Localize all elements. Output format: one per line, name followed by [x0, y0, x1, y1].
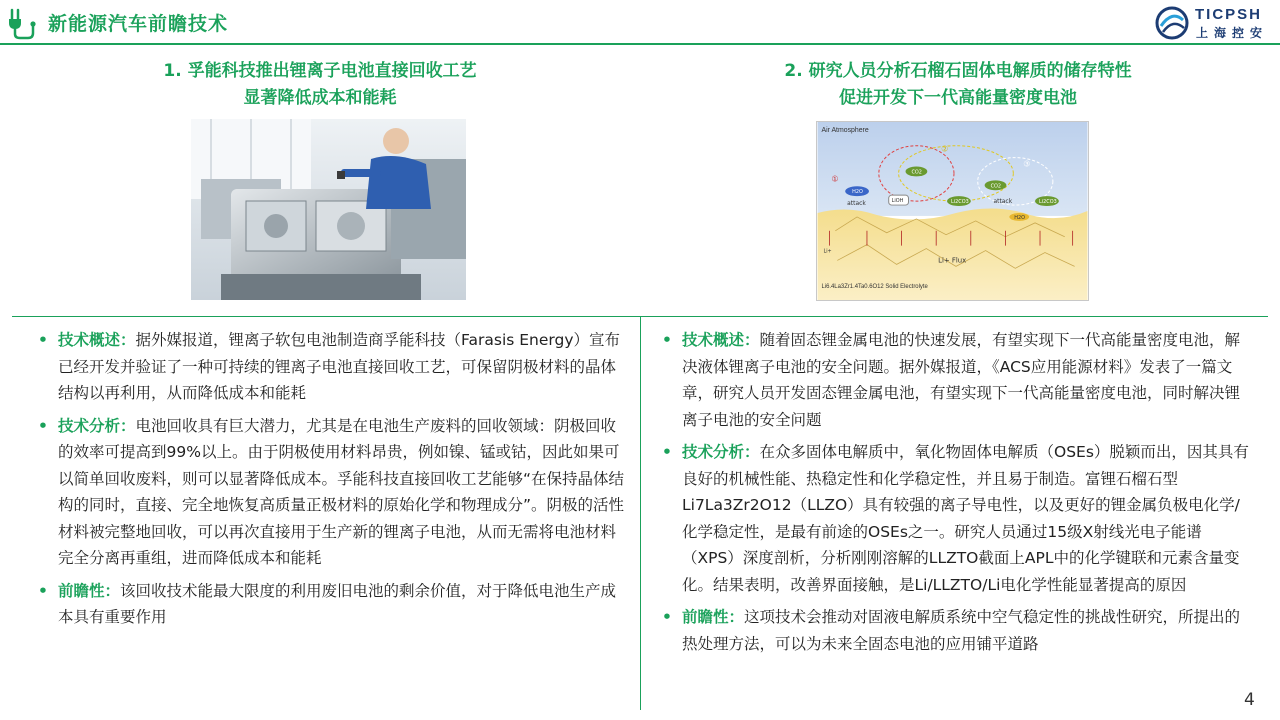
bullet-text: 随着固态锂金属电池的快速发展，有望实现下一代高能量密度电池，解决液体锂离子电池的安全问题。据外媒报道，《ACS应用能源材料》发表了一篇文章，研究人员开发固态锂金属电池，有望实现下一代高能量密度电池，同时解决锂离子电池的安全问题 [682, 331, 1241, 429]
battery-recycling-photo [191, 119, 466, 300]
bullet-dot: • [38, 331, 48, 349]
page-title: 新能源汽车前瞻技术 [48, 13, 229, 35]
right-title-line2: 促进开发下一代高能量密度电池 [839, 88, 1077, 108]
list-item [660, 604, 1252, 657]
bullet-text: 据外媒报道，锂离子软包电池制造商孚能科技（Farasis Energy）宣布已经开发并验证了一种可持续的锂离子电池直接回收工艺，可保留阴极材料的晶体结构以再利用，从而降低成本和能耗 [58, 331, 621, 402]
li2co3-label-left: Li2CO3 [951, 199, 969, 206]
air-label: Air Atmosphere [821, 126, 869, 134]
step-two-label: ② [941, 144, 949, 154]
logo-text-cn: 上海控安 [1196, 26, 1269, 40]
li2co3-label-right: Li2CO3 [1039, 199, 1057, 206]
bullet-text: 该回收技术能最大限度的利用废旧电池的剩余价值，对于降低电池生产成本具有重要作用 [58, 581, 617, 626]
li-ion-label: Li+ [823, 248, 832, 255]
list-item [36, 578, 628, 631]
bullet-dot: • [38, 416, 48, 435]
llzto-air-stability-diagram [816, 121, 1089, 301]
left-bullet-list [36, 327, 628, 637]
h2o-label: H2O [852, 189, 863, 196]
list-item [660, 327, 1252, 433]
attack-label-right: attack [993, 198, 1013, 206]
left-section-title [60, 58, 580, 112]
logo-emblem-icon [1155, 6, 1189, 40]
left-title-line1: 1. 孚能科技推出锂离子电池直接回收工艺 [163, 61, 477, 81]
logo-text-en: TICPSH [1195, 6, 1263, 23]
co2-label-left: CO2 [911, 169, 922, 176]
content-divider-vertical [640, 317, 641, 710]
step-three-label: ③ [1023, 159, 1031, 169]
bullet-dot: • [38, 581, 48, 600]
h2o-label-right: H2O [1014, 214, 1026, 221]
left-title-line2: 显著降低成本和能耗 [243, 88, 397, 108]
electrolyte-label: Li6.4La3Zr1.4Ta0.6O12 Solid Electrolyte [821, 284, 928, 291]
bullet-text: 电池回收具有巨大潜力，尤其是在电池生产废料的回收领域：阴极回收的效率可提高到99%以上。由于阴极使用材料昂贵，例如镍、锰或钴，因此如果可以简单回收废料，则可以显著降低成本。孚能科技直接回收工艺能够“在保持晶体结构的同时，直接、完全地恢复高质量正极材料的原始化学和物理成分”。阴极的活性材料被完整地回收，可以再次直接用于生产新的锂离子电池，从而无需将电池材料完全分离再重组，进而降低成本和能耗 [58, 416, 625, 567]
list-item [36, 413, 628, 572]
page-number: 4 [1244, 690, 1255, 710]
bullet-label: 技术分析： [58, 416, 136, 435]
header-divider [0, 43, 1280, 45]
attack-label-left: attack [847, 200, 866, 208]
step-one-label: ① [831, 174, 839, 184]
company-logo [1155, 4, 1275, 40]
plug-icon [6, 6, 40, 40]
right-title-line1: 2. 研究人员分析石榴石固体电解质的储存特性 [784, 61, 1132, 81]
bullet-dot: • [662, 443, 672, 461]
right-bullet-list [660, 327, 1252, 663]
li-flux-label: Li+ Flux [938, 256, 967, 265]
bullet-text: 这项技术会推动对固液电解质系统中空气稳定性的挑战性研究，所提出的热处理方法，可以为未来全固态电池的应用铺平道路 [682, 608, 1241, 653]
co2-label-right: CO2 [990, 183, 1002, 190]
bullet-dot: • [662, 331, 672, 349]
right-section-title [692, 58, 1224, 112]
bullet-text: 在众多固体电解质中，氧化物固体电解质（OSEs）脱颖而出，因其具有良好的机械性能、热稳定性和化学稳定性，并且易于制造。富锂石榴石型Li7La3Zr2O12（LLZO）具有较强的离子导电性，以及更好的锂金属负极电化学/化学稳定性，是最有前途的OSEs之一。研究人员通过15级X射线光电子能谱（XPS）深度剖析，分析刚刚溶解的LLZTO截面上APL中的化学键联和元素含量变化。结果表明，改善界面接触，是Li/LLZTO/Li电化学性能显著提高的原因 [682, 443, 1249, 594]
list-item [36, 327, 628, 407]
lioh-label: LiOH [891, 198, 904, 205]
bullet-label: 技术概述： [58, 331, 136, 349]
list-item [660, 439, 1252, 598]
header-bar [0, 0, 1280, 44]
bullet-label: 前瞻性： [682, 608, 745, 626]
bullet-label: 前瞻性： [58, 581, 121, 600]
bullet-label: 技术分析： [682, 443, 760, 461]
bullet-label: 技术概述： [682, 331, 760, 349]
bullet-dot: • [662, 608, 672, 626]
